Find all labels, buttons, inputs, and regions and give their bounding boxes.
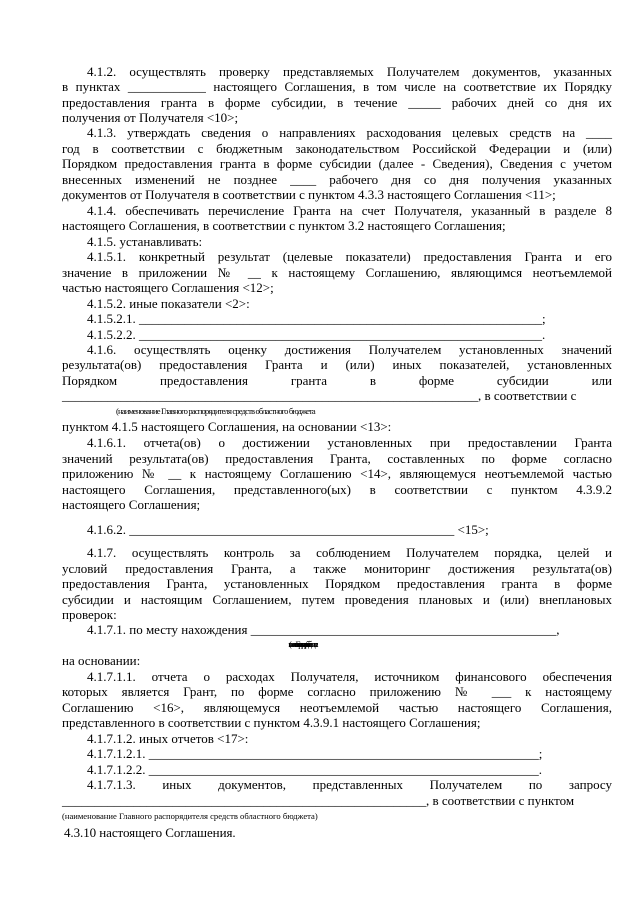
text-line: представленного в соответствии с пунктом 4.3.9.1 настоящего Соглашения; (62, 715, 481, 730)
field-caption: (наименование Главного распорядителя средств областного бюджета (289, 639, 315, 649)
text-line: ________________________________________________________________, в соответствии с (62, 388, 577, 403)
clause-4-1-7-1-2-2: 4.1.7.1.2.2. ____________________________________________________________. (87, 762, 542, 777)
text-line: настоящего Соглашения; (62, 497, 201, 512)
clause-4-1-6-2: 4.1.6.2. __________________________________________________ <15>; (87, 522, 489, 537)
clause-4-1-7-1-2-1: 4.1.7.1.2.1. ____________________________________________________________; (87, 746, 543, 761)
field-caption: (наименование Главного распорядителя средств областного бюджета) (62, 811, 318, 821)
text-line: в пунктах ____________ настоящего Соглашения, в том числе на соответствие их Порядку (62, 79, 612, 94)
text-line: год в соответствии с бюджетным законодательством Российской Федерации и (или) (62, 141, 612, 156)
text-line: которых является Грант, по форме согласно приложению № ___ к настоящему (62, 684, 612, 699)
text-line: проверок: (62, 607, 117, 622)
clause-4-1-7-1-3: 4.1.7.1.3. иных документов, представленных Получателем по запросу (87, 777, 612, 792)
text-line: настоящего Соглашения, в соответствии с пунктом 3.2 настоящего Соглашения; (62, 218, 506, 233)
clause-4-1-5-2-2: 4.1.5.2.2. ______________________________________________________________. (87, 327, 546, 342)
text-line: получения от Получателя <10>; (62, 110, 239, 125)
text-line: результата(ов) предоставления Гранта и (или) иных показателей, установленных (62, 357, 612, 372)
text-line: предоставления Гранта, установленных Порядком предоставления гранта в форме (62, 576, 612, 591)
text-line: субсидии и настоящим Соглашением, путем проведения плановых и (или) внеплановых (62, 592, 612, 607)
field-caption: (наименование Главного распорядителя средств областного бюджета (116, 406, 315, 416)
clause-4-1-7-1-2: 4.1.7.1.2. иных отчетов <17>: (87, 731, 249, 746)
text-line: предоставления гранта в форме субсидии, в течение _____ рабочих дней со дня их (62, 95, 612, 110)
text-line: на основании: (62, 653, 141, 668)
clause-4-1-5-1: 4.1.5.1. конкретный результат (целевые показатели) предоставления Гранта и его (87, 249, 612, 264)
clause-4-1-5-2: 4.1.5.2. иные показатели <2>: (87, 296, 250, 311)
clause-4-1-6-1: 4.1.6.1. отчета(ов) о достижении установленных при предоставлении Гранта (87, 435, 612, 450)
text-line: Порядком предоставления гранта в форме субсидии или (62, 373, 612, 388)
text-line: значений результата(ов) предоставления Гранта, составленных по форме согласно (62, 451, 612, 466)
clause-4-1-4: 4.1.4. обеспечивать перечисление Гранта на счет Получателя, указанный в разделе 8 (87, 203, 612, 218)
text-line: значение в приложении № __ к настоящему Соглашению, являющимся неотъемлемой (62, 265, 612, 280)
text-line: условий предоставления Гранта, а также мониторинг достижения результата(ов) (62, 561, 612, 576)
clause-4-1-7: 4.1.7. осуществлять контроль за соблюдением Получателем порядка, целей и (87, 545, 612, 560)
text-line: 4.3.10 настоящего Соглашения. (64, 825, 236, 840)
clause-4-1-7-1-1: 4.1.7.1.1. отчета о расходах Получателя, источником финансового обеспечения (87, 669, 612, 684)
text-line: документов от Получателя в соответствии с пунктом 4.3.3 настоящего Соглашения <11>; (62, 187, 556, 202)
text-line: пунктом 4.1.5 настоящего Соглашения, на основании <13>: (62, 419, 392, 434)
text-line: внесенных изменений не позднее ____ рабочего дня со дня получения указанных (62, 172, 612, 187)
text-line: Порядком предоставления гранта в форме субсидии (далее - Сведения), Сведения с учетом (62, 156, 612, 171)
clause-4-1-7-1: 4.1.7.1. по месту нахождения _______________________________________________, (87, 622, 560, 637)
clause-4-1-2: 4.1.2. осуществлять проверку представляемых Получателем документов, указанных (87, 64, 612, 79)
text-line: приложению № __ к настоящему Соглашению <14>, являющемуся неотъемлемой частью (62, 466, 612, 481)
clause-4-1-5-2-1: 4.1.5.2.1. ______________________________________________________________; (87, 311, 546, 326)
text-line: настоящего Соглашения, представленного(ых) в соответствии с пунктом 4.3.9.2 (62, 482, 612, 497)
text-line: частью настоящего Соглашения <12>; (62, 280, 274, 295)
clause-4-1-3: 4.1.3. утверждать сведения о направлениях расходования целевых средств на ____ (87, 125, 612, 140)
clause-4-1-6: 4.1.6. осуществлять оценку достижения Получателем установленных значений (87, 342, 612, 357)
clause-4-1-5: 4.1.5. устанавливать: (87, 234, 203, 249)
text-line: ________________________________________________________, в соответствии с пунктом (62, 793, 575, 808)
text-line: Соглашению <16>, являющемуся неотъемлемой частью настоящего Соглашения, (62, 700, 612, 715)
